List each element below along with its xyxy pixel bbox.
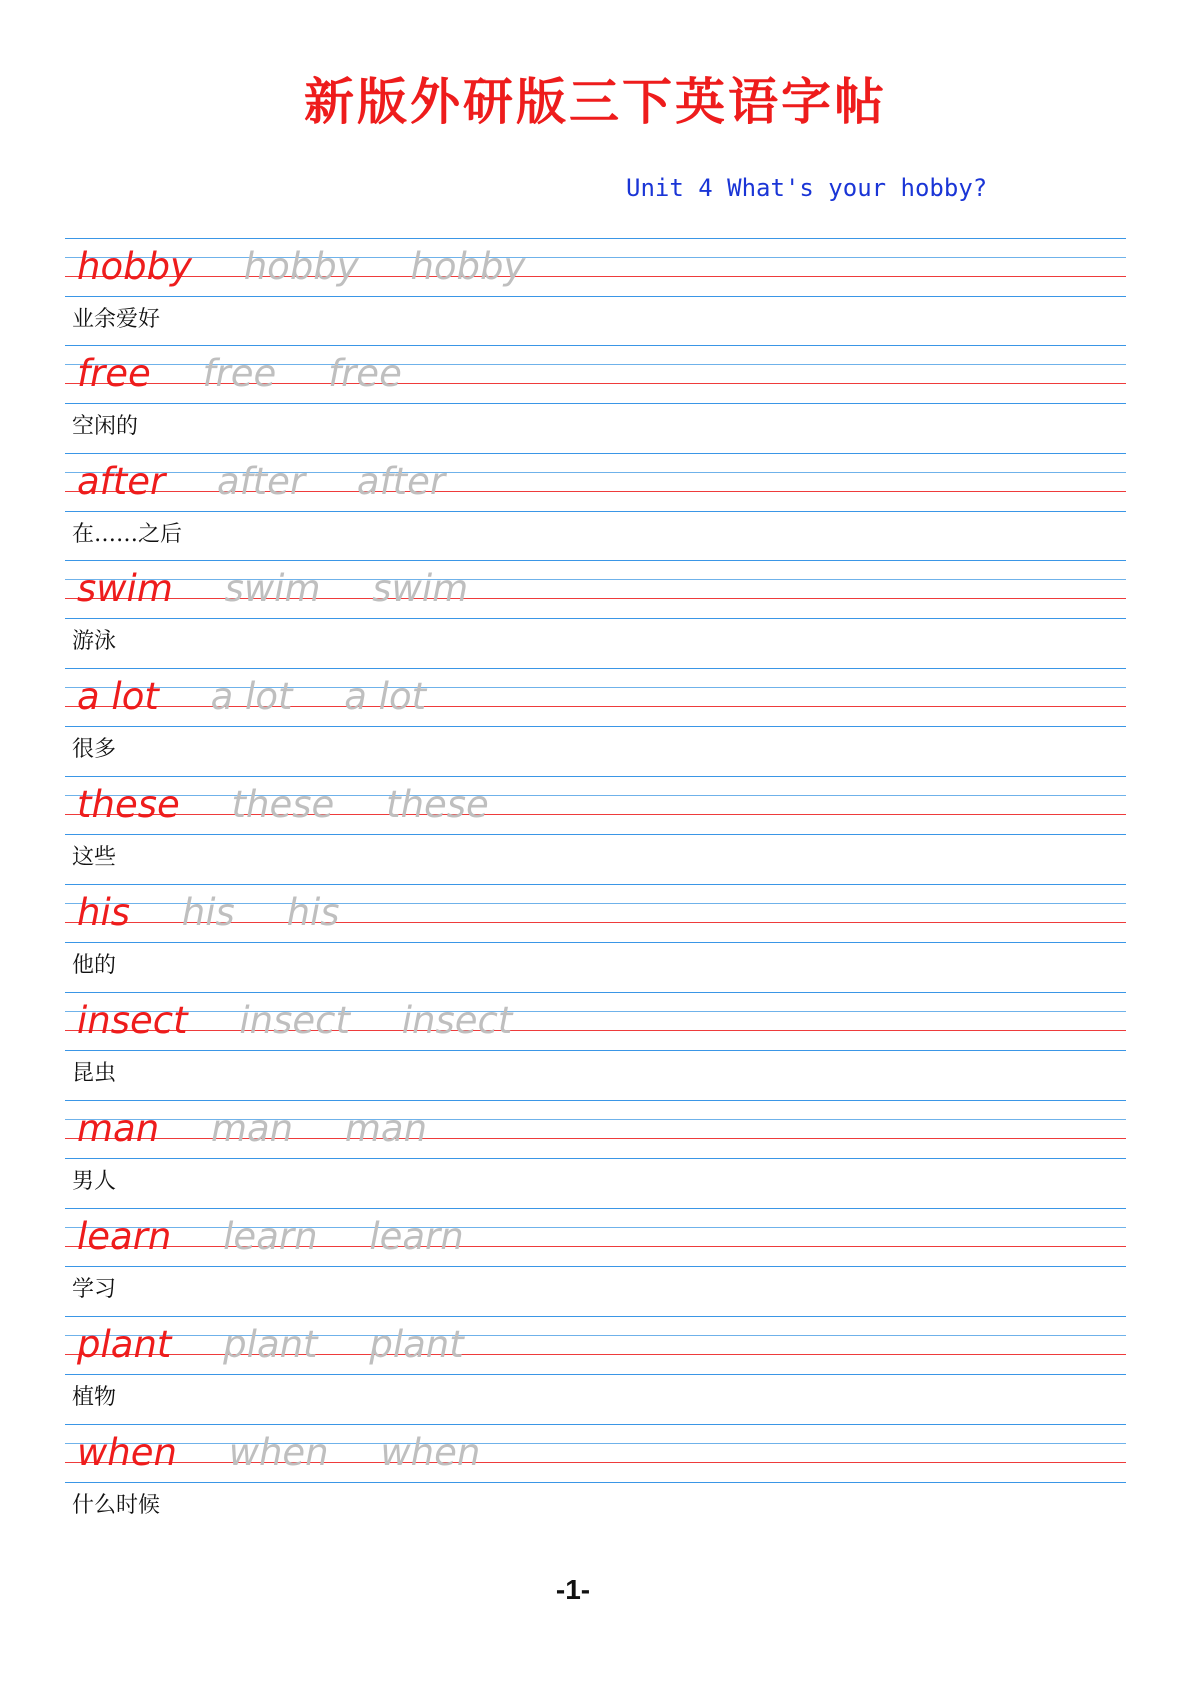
trace-word: man bbox=[344, 1107, 428, 1150]
model-word: after bbox=[77, 460, 166, 503]
model-word: when bbox=[77, 1431, 177, 1474]
guide-line-bottom bbox=[65, 1050, 1126, 1051]
guide-line-bottom bbox=[65, 296, 1126, 297]
model-word: insect bbox=[77, 999, 188, 1042]
guide-line-bottom bbox=[65, 618, 1126, 619]
writing-line bbox=[77, 1210, 504, 1264]
trace-word: swim bbox=[224, 567, 321, 610]
writing-line bbox=[77, 778, 529, 832]
model-word: hobby bbox=[77, 245, 192, 288]
chinese-meaning: 在……之后 bbox=[72, 522, 183, 547]
trace-word: these bbox=[386, 783, 489, 826]
model-word: his bbox=[77, 891, 131, 934]
trace-word: after bbox=[216, 460, 306, 503]
guide-line-bottom bbox=[65, 1158, 1126, 1159]
model-word: swim bbox=[77, 567, 173, 610]
guide-line-bottom bbox=[65, 726, 1126, 727]
guide-line-top bbox=[65, 1100, 1126, 1101]
chinese-meaning: 空闲的 bbox=[72, 414, 139, 439]
guide-line-top bbox=[65, 1424, 1126, 1425]
guide-line-top bbox=[65, 884, 1126, 885]
writing-line bbox=[77, 1318, 504, 1372]
guide-line-bottom bbox=[65, 834, 1126, 835]
trace-word: learn bbox=[223, 1215, 318, 1258]
writing-line bbox=[77, 1102, 467, 1156]
practice-row bbox=[0, 345, 1191, 453]
writing-line bbox=[77, 562, 508, 616]
practice-row bbox=[0, 1424, 1191, 1532]
guide-line-bottom bbox=[65, 511, 1126, 512]
model-word: free bbox=[77, 352, 151, 395]
practice-row bbox=[0, 1208, 1191, 1316]
trace-word: his bbox=[181, 891, 235, 934]
guide-line-top bbox=[65, 1316, 1126, 1317]
trace-word: man bbox=[210, 1107, 294, 1150]
guide-line-top bbox=[65, 453, 1126, 454]
chinese-meaning: 很多 bbox=[72, 737, 117, 762]
model-word: plant bbox=[77, 1323, 172, 1366]
practice-row bbox=[0, 560, 1191, 668]
practice-row bbox=[0, 1100, 1191, 1208]
chinese-meaning: 什么时候 bbox=[72, 1493, 161, 1518]
page-title: 新版外研版三下英语字帖 bbox=[304, 72, 887, 131]
writing-line bbox=[77, 240, 565, 294]
trace-word: a lot bbox=[210, 675, 293, 718]
trace-word: plant bbox=[369, 1323, 464, 1366]
trace-word: when bbox=[228, 1431, 329, 1474]
guide-line-top bbox=[65, 1208, 1126, 1209]
trace-word: these bbox=[231, 783, 335, 826]
model-word: these bbox=[77, 783, 180, 826]
chinese-meaning: 植物 bbox=[72, 1385, 117, 1410]
trace-word: hobby bbox=[410, 245, 526, 288]
model-word: man bbox=[77, 1107, 160, 1150]
chinese-meaning: 他的 bbox=[72, 953, 117, 978]
guide-line-bottom bbox=[65, 403, 1126, 404]
page-number: -1- bbox=[555, 1574, 591, 1605]
trace-word: hobby bbox=[243, 245, 359, 288]
guide-line-top bbox=[65, 345, 1126, 346]
practice-row bbox=[0, 992, 1191, 1100]
chinese-meaning: 学习 bbox=[72, 1277, 117, 1302]
practice-row bbox=[0, 776, 1191, 884]
guide-line-top bbox=[65, 668, 1126, 669]
guide-line-top bbox=[65, 776, 1126, 777]
writing-line bbox=[77, 670, 466, 724]
trace-word: free bbox=[202, 352, 277, 395]
chinese-meaning: 昆虫 bbox=[72, 1061, 117, 1086]
trace-word: his bbox=[286, 891, 340, 934]
guide-line-bottom bbox=[65, 1266, 1126, 1267]
chinese-meaning: 这些 bbox=[72, 845, 117, 870]
chinese-meaning: 业余爱好 bbox=[72, 307, 161, 332]
trace-word: when bbox=[380, 1431, 481, 1474]
trace-word: learn bbox=[369, 1215, 464, 1258]
trace-word: a lot bbox=[344, 675, 427, 718]
guide-line-bottom bbox=[65, 1374, 1126, 1375]
practice-row bbox=[0, 238, 1191, 346]
practice-row bbox=[0, 1316, 1191, 1424]
practice-row bbox=[0, 884, 1191, 992]
practice-row bbox=[0, 668, 1191, 776]
trace-word: insect bbox=[401, 999, 513, 1042]
model-word: learn bbox=[77, 1215, 172, 1258]
trace-word: insect bbox=[239, 999, 351, 1042]
guide-line-top bbox=[65, 560, 1126, 561]
writing-line bbox=[77, 455, 485, 509]
chinese-meaning: 男人 bbox=[72, 1169, 117, 1194]
trace-word: after bbox=[356, 460, 446, 503]
guide-line-bottom bbox=[65, 1482, 1126, 1483]
unit-heading: Unit 4 What's your hobby? bbox=[626, 174, 988, 202]
writing-line bbox=[77, 994, 552, 1048]
guide-line-top bbox=[65, 992, 1126, 993]
writing-line bbox=[77, 347, 442, 401]
chinese-meaning: 游泳 bbox=[72, 629, 117, 654]
writing-line bbox=[77, 1426, 520, 1480]
trace-word: swim bbox=[372, 567, 469, 610]
guide-line-bottom bbox=[65, 942, 1126, 943]
model-word: a lot bbox=[77, 675, 159, 718]
writing-line bbox=[77, 886, 380, 940]
trace-word: plant bbox=[223, 1323, 318, 1366]
practice-row bbox=[0, 453, 1191, 561]
guide-line-top bbox=[65, 238, 1126, 239]
trace-word: free bbox=[328, 352, 402, 395]
